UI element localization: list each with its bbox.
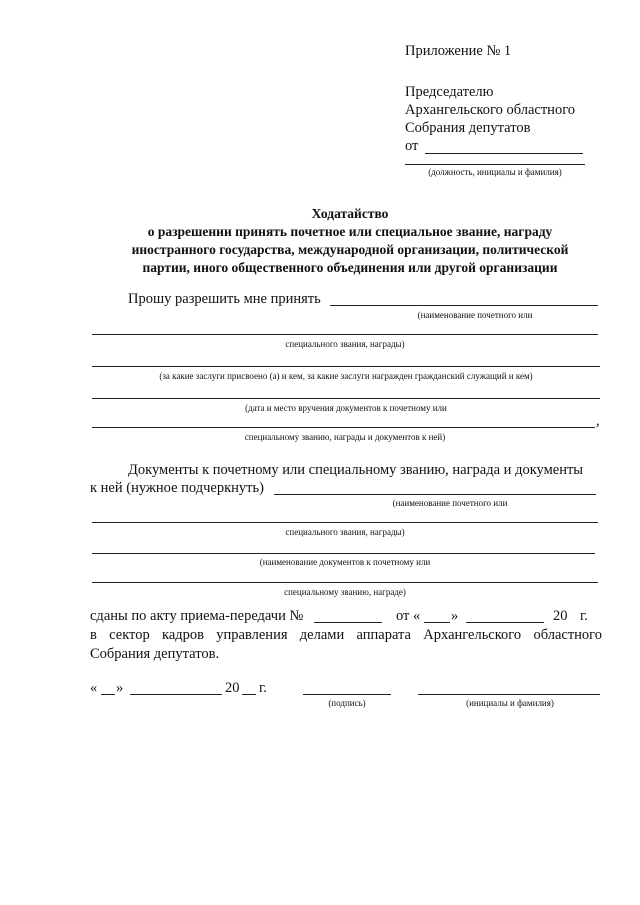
- recipient-line-2: Архангельского областного: [405, 102, 576, 118]
- handover-from-label: от «: [396, 608, 421, 624]
- document-subtitle-line-1: о разрешении принять почетное или специальное звание, награду: [147, 224, 553, 239]
- caption-presentation: (дата и место вручения документов к почетному или: [245, 403, 447, 413]
- name-field[interactable]: [418, 694, 600, 695]
- documents-title-field-2[interactable]: [92, 522, 598, 523]
- documents-statement-line-2: к ней (нужное подчеркнуть): [90, 480, 264, 496]
- act-number-field[interactable]: [314, 622, 382, 623]
- request-intro: Прошу разрешить мне принять: [128, 291, 321, 307]
- honorary-title-field[interactable]: [330, 305, 598, 306]
- signature-date-open: «: [90, 680, 98, 696]
- act-year-suffix: г.: [580, 608, 588, 624]
- signature-year-field[interactable]: [242, 694, 256, 695]
- caption-title-type: специального звания, награды): [285, 339, 405, 349]
- appendix-label: Приложение № 1: [405, 43, 512, 59]
- signature-year-suffix: г.: [259, 680, 267, 696]
- handover-act-label: сданы по акту приема-передачи №: [90, 608, 304, 624]
- presentation-date-field[interactable]: [92, 398, 600, 399]
- presentation-date-field-2[interactable]: [92, 427, 595, 428]
- signature-field[interactable]: [303, 694, 391, 695]
- signature-caption: (подпись): [328, 698, 366, 708]
- documents-names-field-2[interactable]: [92, 582, 598, 583]
- caption-doc-title-type: специального звания, награды): [285, 527, 405, 537]
- merits-field[interactable]: [92, 366, 600, 367]
- caption-doc-award: специальному званию, награде): [284, 587, 406, 597]
- act-year-prefix: 20: [553, 608, 568, 624]
- signature-date-close: »: [116, 680, 124, 696]
- signature-month-field[interactable]: [130, 694, 222, 695]
- signature-year-prefix: 20: [225, 680, 240, 696]
- caption-doc-title-name: (наименование почетного или: [392, 498, 508, 508]
- handover-recipient-line-2: Собрания депутатов.: [90, 646, 220, 662]
- honorary-title-field-2[interactable]: [92, 334, 598, 335]
- document-subtitle-line-3: партии, иного общественного объединения или другой организации: [142, 260, 558, 275]
- recipient-line-3: Собрания депутатов: [405, 120, 531, 136]
- from-field-line-2[interactable]: [405, 164, 585, 165]
- caption-title-name: (наименование почетного или: [417, 310, 533, 320]
- from-field[interactable]: [425, 153, 583, 154]
- caption-merits: (за какие заслуги присвоено (а) и кем, за какие заслуги награжден гражданский служащий и кем): [159, 371, 533, 381]
- name-caption: (инициалы и фамилия): [466, 698, 554, 708]
- documents-title-field[interactable]: [274, 494, 596, 495]
- caption-documents: специальному званию, награды и документов к ней): [244, 432, 446, 442]
- handover-quote-close: »: [451, 608, 459, 624]
- signature-day-field[interactable]: [101, 694, 115, 695]
- document-subtitle-line-2: иностранного государства, международной организации, политической: [131, 242, 569, 257]
- act-month-field[interactable]: [466, 622, 544, 623]
- recipient-line-1: Председателю: [405, 84, 494, 100]
- act-day-field[interactable]: [424, 622, 450, 623]
- documents-statement-line-1: Документы к почетному или специальному званию, награда и документы: [128, 462, 584, 478]
- documents-names-field[interactable]: [92, 553, 595, 554]
- handover-recipient-line: в сектор кадров управления делами аппарата Архангельского областного: [90, 627, 602, 643]
- document-title: Ходатайство: [311, 206, 389, 221]
- caption-doc-names: (наименование документов к почетному или: [259, 557, 431, 567]
- from-caption: (должность, инициалы и фамилия): [428, 167, 562, 177]
- from-label: от: [405, 138, 419, 154]
- trailing-comma: ,: [596, 413, 600, 429]
